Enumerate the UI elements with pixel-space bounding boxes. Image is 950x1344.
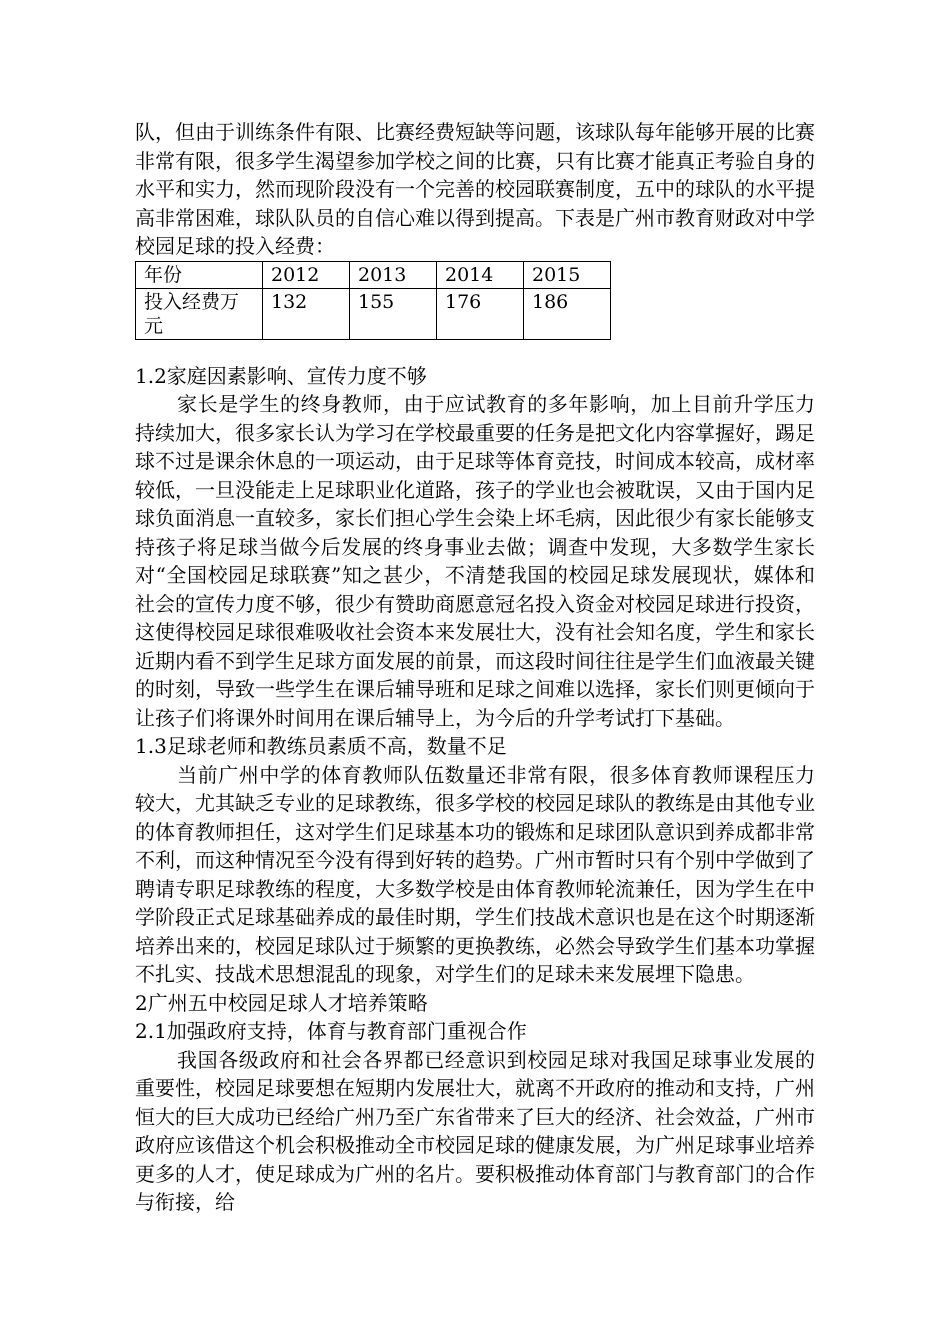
budget-table-header-row bbox=[136, 261, 611, 288]
budget-table-data-row bbox=[136, 288, 611, 339]
budget-table bbox=[135, 261, 611, 340]
section-heading-1-3: 1.3足球老师和教练员素质不高，数量不足 bbox=[135, 734, 507, 758]
table-cell: 2014 bbox=[437, 261, 524, 288]
table-cell: 2015 bbox=[524, 261, 611, 288]
table-cell: 132 bbox=[263, 288, 350, 339]
table-cell: 2012 bbox=[263, 261, 350, 288]
table-cell: 投入经费万元 bbox=[136, 288, 263, 339]
section-body-1-3: 当前广州中学的体育教师队伍数量还非常有限，很多体育教师课程压力较大，尤其缺乏专业的足球教练，很多学校的校园足球队的教练是由其他专业的体育教师担任，这对学生们足球基本功的锻炼和足球团队意识到养成都非常不利，而这种情况至今没有得到好转的趋势。广州市暂时只有个别中学做到了聘请专职足球教练的程度，大多数学校是由体育教师轮流兼任，因为学生在中学阶段正式足球基础养成的最佳时期，学生们技战术意识也是在这个时期逐渐培养出来的，校园足球队过于频繁的更换教练，必然会导致学生们基本功掌握不扎实、技战术思想混乱的现象，对学生们的足球未来发展埋下隐患。 bbox=[135, 762, 815, 986]
section-body-2-1: 我国各级政府和社会各界都已经意识到校园足球对我国足球事业发展的重要性，校园足球要想在短期内发展壮大，就离不开政府的推动和支持，广州恒大的巨大成功已经给广州乃至广东省带来了巨大的经济、社会效益，广州市政府应该借这个机会积极推动全市校园足球的健康发展，为广州足球事业培养更多的人才，使足球成为广州的名片。要积极推动体育部门与教育部门的合作与衔接，给 bbox=[135, 1047, 815, 1214]
table-cell: 2013 bbox=[350, 261, 437, 288]
section-body-1-2: 家长是学生的终身教师，由于应试教育的多年影响，加上目前升学压力持续加大，很多家长认为学习在学校最重要的任务是把文化内容掌握好，踢足球不过是课余休息的一项运动，由于足球等体育竞技，时间成本较高，成材率较低，一旦没能走上足球职业化道路，孩子的学业也会被耽误，又由于国内足球负面消息一直较多，家长们担心学生会染上坏毛病，因此很少有家长能够支持孩子将足球当做今后发展的终身事业去做；调查中发现，大多数学生家长对“全国校园足球联赛”知之甚少，不清楚我国的校园足球发展现状，媒体和社会的宣传力度不够，很少有赞助商愿意冠名投入资金对校园足球进行投资，这使得校园足球很难吸收社会资本来发展壮大，没有社会知名度，学生和家长近期内看不到学生足球方面发展的前景，而这段时间往往是学生们血液最关键的时刻，导致一些学生在课后辅导班和足球之间难以选择，家长们则更倾向于让孩子们将课外时间用在课后辅导上，为今后的升学考试打下基础。 bbox=[135, 392, 815, 730]
table-cell: 186 bbox=[524, 288, 611, 339]
document-page bbox=[135, 118, 815, 1217]
section-heading-1-2: 1.2家庭因素影响、宣传力度不够 bbox=[135, 363, 427, 388]
section-heading-2: 2广州五中校园足球人才培养策略 bbox=[135, 990, 428, 1015]
table-cell: 年份 bbox=[136, 261, 263, 288]
intro-paragraph: 队，但由于训练条件有限、比赛经费短缺等问题，该球队每年能够开展的比赛非常有限，很多学生渴望参加学校之间的比赛，只有比赛才能真正考验自身的水平和实力，然而现阶段没有一个完善的校园联赛制度，五中的球队的水平提高非常困难，球队队员的自信心难以得到提高。下表是广州市教育财政对中学校园足球的投入经费： bbox=[135, 120, 815, 258]
table-cell: 176 bbox=[437, 288, 524, 339]
section-heading-2-1: 2.1加强政府支持，体育与教育部门重视合作 bbox=[135, 1019, 527, 1043]
table-cell: 155 bbox=[350, 288, 437, 339]
